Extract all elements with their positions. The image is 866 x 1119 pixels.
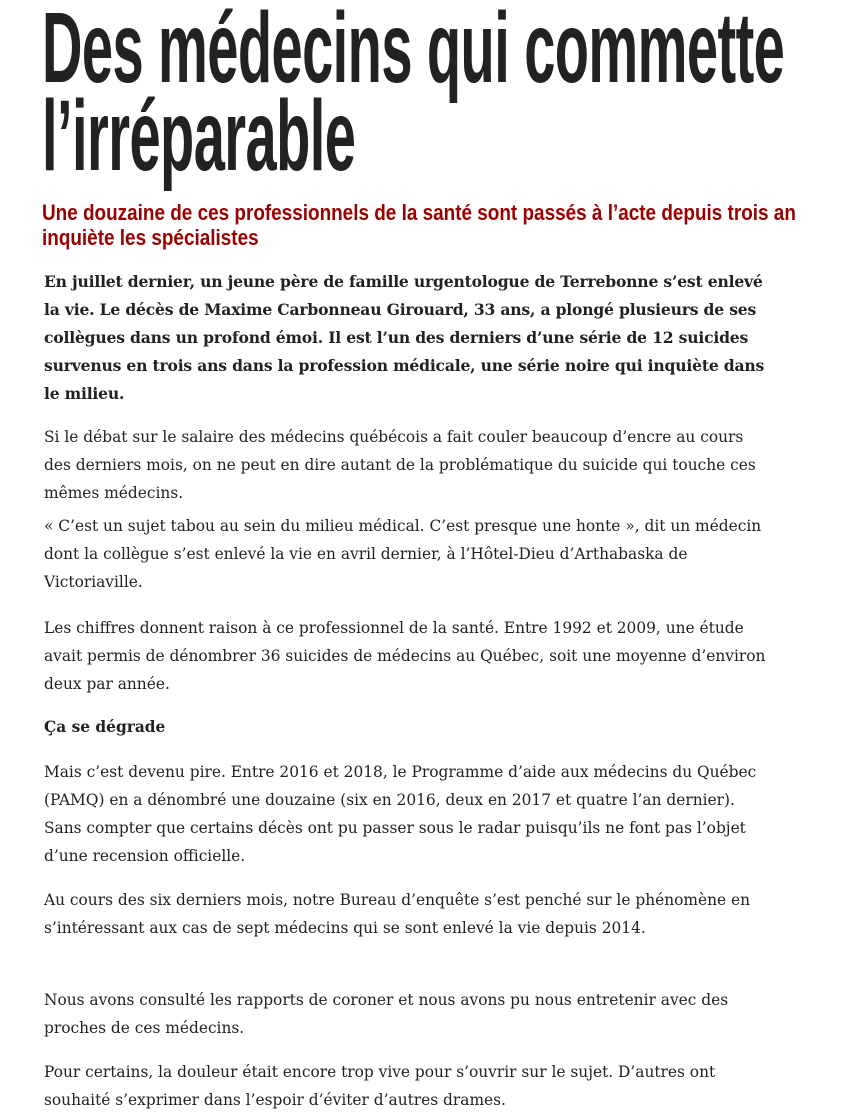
article-subtitle: Une douzaine de ces professionnels de la santé sont passés à l’acte depuis trois an inquiète les spécialistes: [42, 200, 796, 250]
headline-line-1: Des médecins qui commette: [42, 0, 785, 104]
article-paragraph: Les chiffres donnent raison à ce professionnel de la santé. Entre 1992 et 2009, une étude avait permis de dénombrer 36 suicides de médecins au Québec, soit une moyenne d’environ deux par année.: [44, 619, 766, 693]
article-paragraph: Si le débat sur le salaire des médecins québécois a fait couler beaucoup d’encre au cours des derniers mois, on ne peut en dire autant de la problématique du suicide qui touche ces mêmes médecins.: [44, 428, 756, 502]
article-paragraph: Nous avons consulté les rapports de coroner et nous avons pu nous entretenir avec des proches de ces médecins.: [44, 991, 729, 1037]
headline-line-2: l’irréparable: [42, 80, 356, 192]
article-paragraph: « C’est un sujet tabou au sein du milieu médical. C’est presque une honte », dit un médecin dont la collègue s’est enlevé la vie en avril dernier, à l’Hôtel-Dieu d’Arthabaska de Victoriaville.: [44, 517, 762, 591]
article-paragraph: Mais c’est devenu pire. Entre 2016 et 2018, le Programme d’aide aux médecins du Québec (PAMQ) en a dénombré une douzaine (six en 2016, deux en 2017 et quatre l’an dernier). Sans compter que certains décès ont pu passer sous le radar puisqu’ils ne font pas l’objet d’une recension officielle.: [44, 763, 757, 865]
article-paragraph: Pour certains, la douleur était encore trop vive pour s’ouvrir sur le sujet. D’autres ont souhaité s’exprimer dans l’espoir d’éviter d’autres drames.: [44, 1063, 716, 1109]
article-headline: [42, 0, 866, 192]
article-paragraph: Au cours des six derniers mois, notre Bureau d’enquête s’est penché sur le phénomène en s’intéressant aux cas de sept médecins qui se sont enlevé la vie depuis 2014.: [44, 891, 751, 937]
section-heading: Ça se dégrade: [44, 718, 166, 736]
article-lead: En juillet dernier, un jeune père de famille urgentologue de Terrebonne s’est enlevé la vie. Le décès de Maxime Carbonneau Girouard, 33 ans, a plongé plusieurs de ses collègues dans un profond émoi. Il est l’un des derniers d’une série de 12 suicides survenus en trois ans dans la profession médicale, une série noire qui inquiète dans le milieu.: [44, 272, 765, 403]
